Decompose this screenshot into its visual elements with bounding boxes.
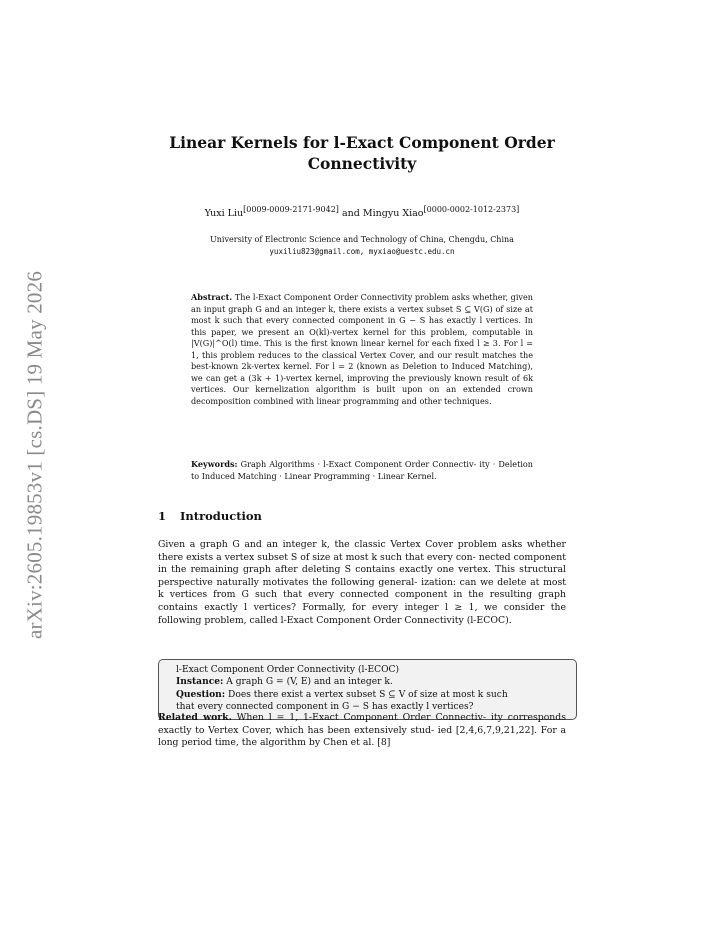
question-text-continued: that every connected component in G − S has exactly l vertices? <box>176 702 474 713</box>
abstract-line: programming and other techniques. <box>342 395 492 406</box>
intro-line: Order Connectivity (l-ECOC). <box>373 614 512 626</box>
keywords <box>191 459 533 482</box>
abstract-line: an O(kl)-vertex kernel for this problem, computable in |V(G)|^O(l) time. <box>191 326 534 349</box>
intro-line: nected component in the remaining graph after deleting S contains exactly one <box>158 551 566 576</box>
related-work-label: Related work. <box>158 712 232 723</box>
author-conjunction: and <box>341 208 360 219</box>
section-title: Introduction <box>180 509 262 523</box>
intro-line: integer l ≥ 1, we consider the following problem, called l-Exact Component <box>158 601 566 626</box>
abstract-line: is built upon on an extended crown decomposition combined with linear <box>191 384 533 406</box>
affiliation: University of Electronic Science and Technology of China, Chengdu, China <box>210 235 514 244</box>
problem-instance <box>176 676 568 688</box>
intro-line: vertex. This structural perspective naturally motivates the following general- <box>158 564 566 588</box>
abstract-label: Abstract. <box>191 292 233 302</box>
problem-name: l-Exact Component Order Connectivity (l-ECOC) <box>176 665 400 675</box>
problem-question <box>176 689 568 701</box>
section-heading <box>158 509 262 523</box>
abstract <box>191 292 533 407</box>
intro-line: component in the resulting graph contains exactly l vertices? Formally, for every <box>158 589 566 613</box>
instance-text: A graph G = (V, E) and an integer k. <box>226 677 393 688</box>
abstract-line: component in G − S has exactly l vertices. In this paper, we present <box>191 315 534 337</box>
abstract-line: problem reduces to the classical Vertex Cover, and our result matches <box>220 349 517 360</box>
author-1-orcid[interactable]: [0009-0009-2171-9042] <box>243 205 339 214</box>
abstract-line: Induced Matching), we can get a (3k + 1)-vertex kernel, improving <box>191 361 533 383</box>
abstract-line: the best-known 2k-vertex kernel. For l = 2 (known as Deletion to <box>191 349 534 372</box>
instance-label: Instance: <box>176 676 224 688</box>
paper-title: Linear Kernels for l-Exact Component Order Connectivity <box>169 133 555 173</box>
question-label: Question: <box>176 688 226 700</box>
abstract-line: The l-Exact Component Order Connectivity problem <box>234 292 450 302</box>
intro-line: ization: can we delete at most k vertices from G such that every connected <box>158 576 566 601</box>
arxiv-stamp <box>18 255 52 655</box>
abstract-line: asks whether, given an input graph G and an integer k, there exists a <box>191 292 534 314</box>
author-2-orcid[interactable]: [0000-0002-1012-2373] <box>423 205 520 214</box>
keywords-line: Graph Algorithms · l-Exact Component Order Connectiv- <box>240 459 477 469</box>
intro-paragraph <box>158 539 566 627</box>
keywords-label: Keywords: <box>191 459 238 469</box>
related-line: ied [2,4,6,7,9,21,22]. For a long period time, the algorithm by Chen et al. [8] <box>158 724 566 749</box>
related-line: When l = 1, 1-Exact Component Order Connectiv- <box>236 712 487 723</box>
author-1: Yuxi Liu <box>204 208 244 219</box>
problem-definition-box <box>158 659 577 720</box>
question-text: Does there exist a vertex subset S ⊆ V of size at most k such <box>228 689 508 700</box>
section-number: 1 <box>158 509 167 523</box>
keywords-line: ity · Deletion to Induced Matching · Linear Programming · Linear Kernel. <box>191 459 534 481</box>
affiliation-block <box>158 234 566 258</box>
abstract-line: This is the first known linear kernel for each fixed l ≥ 3. For l = 1, this <box>191 338 534 360</box>
intro-line: Given a graph G and an integer k, the classic Vertex Cover problem asks <box>158 539 523 550</box>
arxiv-id: arXiv:2605.19853v1 [cs.DS] 19 May 2026 <box>22 270 47 640</box>
abstract-line: vertex subset S ⊆ V(G) of size at most k such that every connected <box>191 303 534 326</box>
author-line <box>158 205 566 219</box>
abstract-line: the previously known result of 6k vertices. Our kernelization algorithm <box>191 372 533 395</box>
author-2: Mingyu Xiao <box>362 208 424 219</box>
related-work-paragraph <box>158 712 566 750</box>
related-line: ity corresponds exactly to Vertex Cover, which has been extensively stud- <box>158 712 566 736</box>
emails[interactable]: yuxiliu823@gmail.com, myxiao@uestc.edu.cn <box>269 247 455 256</box>
intro-line: whether there exists a vertex subset S of size at most k such that every con- <box>158 539 566 563</box>
